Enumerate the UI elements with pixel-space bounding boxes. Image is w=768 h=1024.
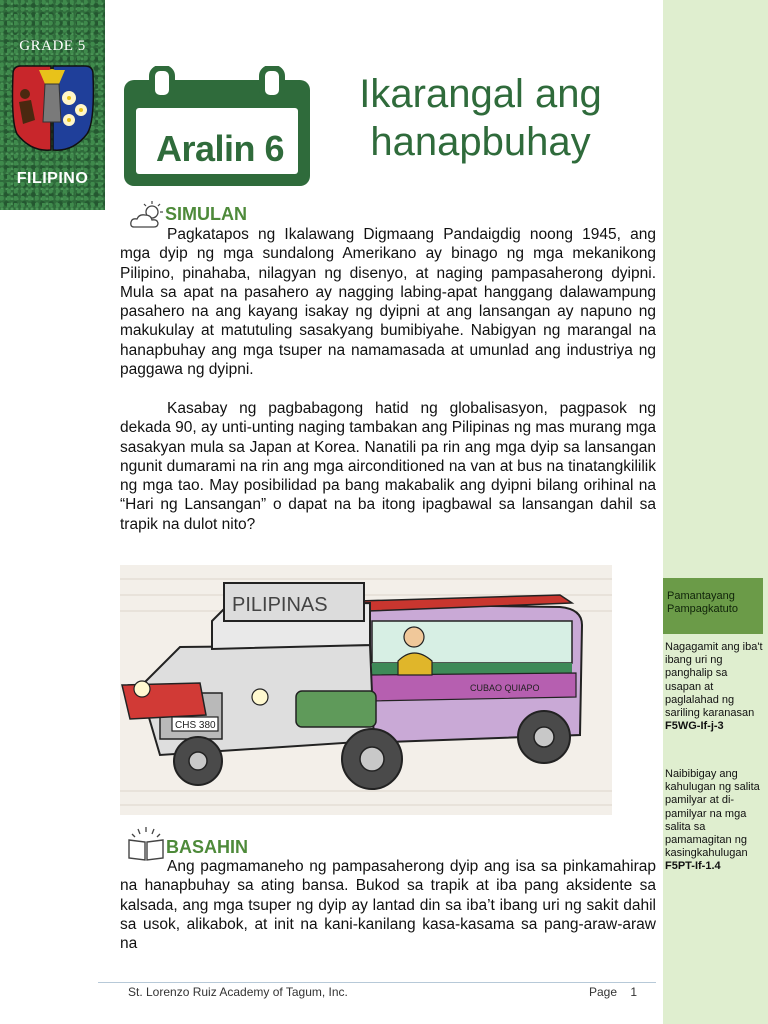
page-title xyxy=(318,70,643,166)
competency-code: F5WG-If-j-3 xyxy=(665,720,724,733)
paragraph-text: Pagkatapos ng Ikalawang Digmaang Pandaigdig noong 1945, ang mga dyip ng mga sundalong Amerikano ay binago ng mga mekanikong Pilipino, pinahaba, nilagyan ng disenyo, at naging pampasaherong dyipni. Mula sa apat na pasahero ay nagging labing-apat hanggang dalawampung pasahero na ang kayang isakay ng dyipni at ang lansangan ay napuno ng makukulay at matutuling sasakyang bumibiyahe. Nabigyan ng marangal na hanapbuhay ang mga tsuper na namamasada at umunlad ang industriya ng paggawa ng dyipni. xyxy=(120,226,656,379)
jeepney-illustration xyxy=(120,565,612,815)
competency-item xyxy=(663,641,763,733)
page-label: Page xyxy=(589,985,618,999)
footer-page-number xyxy=(589,985,637,999)
competency-code: F5PT-If-1.4 xyxy=(665,860,721,873)
simulan-paragraph xyxy=(120,225,656,379)
lesson-number: Aralin 6 xyxy=(155,128,285,169)
simulan-paragraph xyxy=(120,399,656,534)
filipino-emblem-icon xyxy=(5,62,100,162)
route-text: CUBAO QUIAPO xyxy=(470,683,540,693)
standards-label: Pamantayang Pampagkatuto xyxy=(663,578,763,634)
competency-text: Nagagamit ang iba't ibang uri ng panghalip sa usapan at paglalahad ng sariling karanasan xyxy=(665,641,763,720)
competency-text: Naibibigay ang kahulugan ng salita pamilyar at di-pamilyar na mga salita sa pamamagitan ng kasingkahulugan xyxy=(665,768,760,860)
footer-school-name: St. Lorenzo Ruiz Academy of Tagum, Inc. xyxy=(128,985,348,999)
paragraph-text: Kasabay ng pagbabagong hatid ng globalisasyon, pagpasok ng dekada 90, ay unti-unting naging tambakan ang Pilipinas ng mas murang mga sasakyan mula sa Japan at Korea. Nanatili pa rin ang mga dyip sa lansangan ngunit dumarami na rin ang mga airconditioned na van at bus na tinatangkililik ng mga tao. May posibilidad pa bang makabalik ang dyipni bilang orihinal na “Hari ng Lansangan” o dapat na ba itong ipagbawal sa lansangan dahil sa trapik na dulot nito? xyxy=(120,400,656,533)
competency-item xyxy=(663,768,763,874)
section-heading-simulan: SIMULAN xyxy=(165,204,247,224)
paragraph-text: Ang pagmamaneho ng pampasaherong dyip ang isa sa pinkamahirap na hanapbuhay sa ating bansa. Bukod sa trapik at iba pang aksidente sa kalsada, ang mga tsuper ng dyip ay lantad din sa iba’t ibang uri ng sakit dahil sa usok, alikabok, at init na kani-kanilang kasa-kasama sa pang-araw-araw na xyxy=(120,858,656,953)
subject-label: FILIPINO xyxy=(16,170,89,187)
section-heading-basahin: BASAHIN xyxy=(166,837,249,857)
page-number: 1 xyxy=(630,985,638,999)
jeepney-sign-text: PILIPINAS xyxy=(232,594,328,616)
footer-divider xyxy=(98,982,656,983)
title-line: hanapbuhay xyxy=(370,120,591,164)
grade-label: GRADE 5 xyxy=(19,38,86,54)
basahin-paragraph xyxy=(120,857,656,953)
sidebar-banner xyxy=(0,0,105,210)
title-line: Ikarangal ang xyxy=(359,72,602,116)
plate-number-text: CHS 380 xyxy=(175,720,216,731)
